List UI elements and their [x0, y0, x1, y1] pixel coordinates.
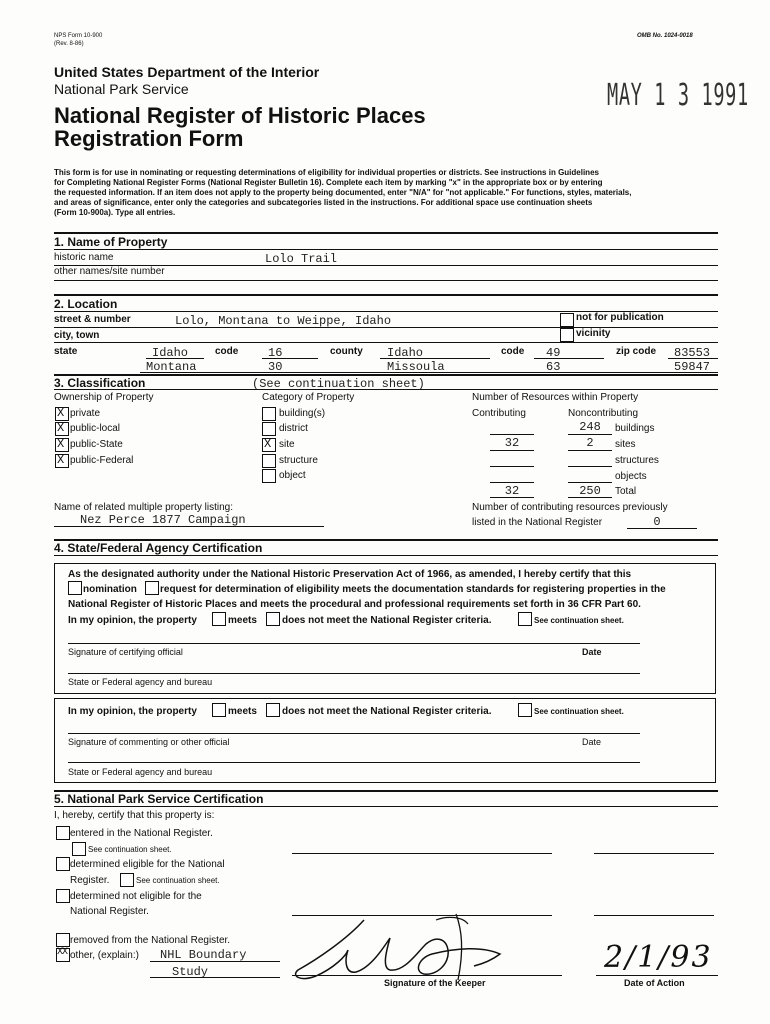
state-field-2[interactable]: Montana [146, 360, 197, 374]
county-code-label: code [501, 346, 525, 357]
omb-number: OMB No. 1024-0018 [637, 33, 693, 39]
commenting-signature-label: Signature of commenting or other official [68, 737, 230, 747]
section-1-heading: 1. Name of Property [54, 235, 168, 249]
section-4-heading: 4. State/Federal Agency Certification [54, 541, 263, 555]
multiple-property-label: Name of related multiple property listing: [54, 502, 233, 513]
county-field-1[interactable]: Idaho [387, 346, 424, 360]
other-names-label: other names/site number [54, 266, 165, 277]
category-object-label: object [279, 470, 306, 481]
does-not-meet-checkbox-1[interactable] [266, 612, 280, 626]
does-not-meet-checkbox-2[interactable] [266, 703, 280, 717]
section-3-heading: 3. Classification [54, 376, 146, 390]
instructions: This form is for use in nominating or requesting determinations of eligibility for individual properties or districts. See instructions in Guidelines for Completing National Register Forms (National Register Bulletin 16). Complete each item by marking "x" in the appropriate box or by entering the requested information. If an item does not apply to the property being documented, enter "N/A" for "not applicable." For functions, styles, materials, and areas of significance, enter only the categories and subcategories listed in the instructions. For additional space use continuation sheets (Form 10-900a). Type all entries. [54, 168, 632, 217]
continuation-label-2: See continuation sheet. [534, 707, 624, 716]
determined-not-eligible-label-2: National Register. [70, 906, 149, 917]
does-not-meet-label-1: does not meet the National Register criteria. [282, 615, 492, 626]
opinion-label-2: In my opinion, the property [68, 706, 197, 717]
determined-not-eligible-label-1: determined not eligible for the [70, 891, 202, 902]
state-field-1[interactable]: Idaho [152, 346, 189, 360]
entered-continuation-label: See continuation sheet. [88, 845, 172, 854]
removed-label: removed from the National Register. [70, 935, 231, 946]
contrib-total[interactable]: 32 [504, 484, 520, 498]
cert-paragraph-line-1: As the designated authority under the National Historic Preservation Act of 1966, as amended, I hereby certify that this [68, 569, 632, 580]
vicinity-checkbox[interactable] [560, 328, 574, 342]
category-site-checkbox[interactable] [262, 438, 276, 452]
county-code-2[interactable]: 63 [546, 360, 561, 374]
state-label: state [54, 346, 78, 357]
structures-label: structures [615, 455, 659, 466]
noncontributing-label: Noncontributing [568, 408, 639, 419]
county-field-2[interactable]: Missoula [387, 360, 445, 374]
nomination-label: nomination [83, 584, 137, 595]
meets-checkbox-2[interactable] [212, 703, 226, 717]
other-explain-field-1[interactable]: NHL Boundary [160, 948, 247, 962]
ownership-public-state-label: public-State [70, 439, 123, 450]
eligible-continuation-label: See continuation sheet. [136, 876, 220, 885]
historic-name-field[interactable]: Lolo Trail [265, 252, 338, 266]
ownership-public-state-checkbox[interactable] [55, 438, 69, 452]
contrib-sites[interactable]: 32 [504, 436, 520, 450]
date-of-action-handwritten: 2/1/93 [604, 940, 713, 975]
continuation-checkbox-1[interactable] [518, 612, 532, 626]
meets-checkbox-1[interactable] [212, 612, 226, 626]
entered-label: entered in the National Register. [70, 828, 213, 839]
entered-checkbox[interactable] [56, 826, 70, 840]
not-for-publication-checkbox[interactable] [560, 313, 574, 327]
resources-label: Number of Resources within Property [472, 392, 639, 403]
other-checkbox[interactable] [56, 948, 70, 962]
ownership-public-local-label: public-local [70, 423, 121, 434]
request-determination-checkbox[interactable] [145, 581, 159, 595]
contributing-label: Contributing [472, 408, 526, 419]
category-district-checkbox[interactable] [262, 422, 276, 436]
form-title: National Register of Historic Places [54, 103, 426, 128]
cert-paragraph-line-3: National Register of Historic Places and meets the procedural and professional requirements set forth in 36 CFR Part 60. [68, 599, 641, 610]
entered-continuation-checkbox[interactable] [72, 842, 86, 856]
other-label: other, (explain:) [70, 950, 139, 961]
category-structure-label: structure [279, 455, 318, 466]
meets-label-2: meets [228, 706, 257, 717]
determined-eligible-label-2: Register. [70, 875, 110, 886]
department-name: United States Department of the Interior [54, 64, 320, 80]
previously-listed-field[interactable]: 0 [653, 515, 661, 529]
agency-label-2: State or Federal agency and bureau [68, 767, 213, 777]
zip-field-2[interactable]: 59847 [674, 360, 711, 374]
city-label: city, town [54, 330, 100, 341]
noncontrib-total[interactable]: 250 [579, 484, 601, 498]
ownership-public-local-checkbox[interactable] [55, 422, 69, 436]
total-label: Total [615, 486, 637, 497]
continuation-label-1: See continuation sheet. [534, 616, 624, 625]
does-not-meet-label-2: does not meet the National Register criteria. [282, 706, 492, 717]
eligible-continuation-checkbox[interactable] [120, 873, 134, 887]
nomination-checkbox[interactable] [68, 581, 82, 595]
historic-name-label: historic name [54, 252, 114, 263]
opinion-label: In my opinion, the property [68, 615, 197, 626]
keeper-signature-label: Signature of the Keeper [384, 978, 486, 988]
category-structure-checkbox[interactable] [262, 454, 276, 468]
ownership-private-label: private [70, 408, 101, 419]
see-continuation-note: (See continuation sheet) [252, 377, 425, 391]
category-buildings-label: building(s) [279, 408, 326, 419]
determined-not-eligible-checkbox[interactable] [56, 889, 70, 903]
state-code-2[interactable]: 30 [268, 360, 283, 374]
section-5-heading: 5. National Park Service Certification [54, 792, 264, 806]
ownership-label: Ownership of Property [54, 392, 154, 403]
county-label: county [330, 346, 363, 357]
category-site-label: site [279, 439, 295, 450]
zip-field-1[interactable]: 83553 [674, 346, 711, 360]
state-code-label: code [215, 346, 239, 357]
nps-cert-intro: I, hereby, certify that this property is: [54, 810, 215, 821]
form-subtitle: Registration Form [54, 126, 244, 151]
removed-checkbox[interactable] [56, 933, 70, 947]
category-label: Category of Property [262, 392, 355, 403]
ownership-private-checkbox[interactable] [55, 407, 69, 421]
category-object-checkbox[interactable] [262, 469, 276, 483]
section-2-heading: 2. Location [54, 297, 118, 311]
street-field[interactable]: Lolo, Montana to Weippe, Idaho [175, 314, 392, 328]
sites-label: sites [615, 439, 636, 450]
ownership-public-federal-label: public-Federal [70, 455, 134, 466]
street-label: street & number [54, 314, 131, 325]
service-name: National Park Service [54, 81, 189, 97]
previously-listed-label-2: listed in the National Register [472, 517, 603, 528]
commenting-date-label: Date [582, 737, 602, 747]
multiple-property-field[interactable]: Nez Perce 1877 Campaign [80, 513, 246, 527]
previously-listed-label-1: Number of contributing resources previously [472, 502, 668, 513]
date-of-action-label: Date of Action [624, 978, 685, 988]
noncontrib-sites[interactable]: 2 [586, 436, 594, 450]
buildings-label: buildings [615, 423, 655, 434]
county-code-1[interactable]: 49 [546, 346, 561, 360]
received-date-stamp: MAY 1 3 1991 [607, 78, 749, 113]
ownership-public-federal-checkbox[interactable] [55, 454, 69, 468]
certifying-signature-label: Signature of certifying official [68, 647, 183, 657]
certifying-date-label: Date [582, 647, 602, 657]
state-code-1[interactable]: 16 [268, 346, 283, 360]
form-revision: (Rev. 8-86) [54, 41, 84, 47]
zip-label: zip code [616, 346, 657, 357]
determined-eligible-label-1: determined eligible for the National [70, 859, 225, 870]
form-number: NPS Form 10-900 [54, 33, 103, 39]
noncontrib-buildings[interactable]: 248 [579, 420, 601, 434]
other-explain-field-2[interactable]: Study [172, 965, 209, 979]
meets-label-1: meets [228, 615, 257, 626]
category-district-label: district [279, 423, 308, 434]
agency-label-1: State or Federal agency and bureau [68, 677, 213, 687]
determined-eligible-checkbox[interactable] [56, 857, 70, 871]
cert-paragraph-line-2: request for determination of eligibility meets the documentation standards for registering properties in the [160, 584, 666, 595]
category-buildings-checkbox[interactable] [262, 407, 276, 421]
objects-label: objects [615, 471, 647, 482]
continuation-checkbox-2[interactable] [518, 703, 532, 717]
vicinity-label: vicinity [576, 328, 611, 339]
not-for-publication-label: not for publication [576, 312, 664, 323]
